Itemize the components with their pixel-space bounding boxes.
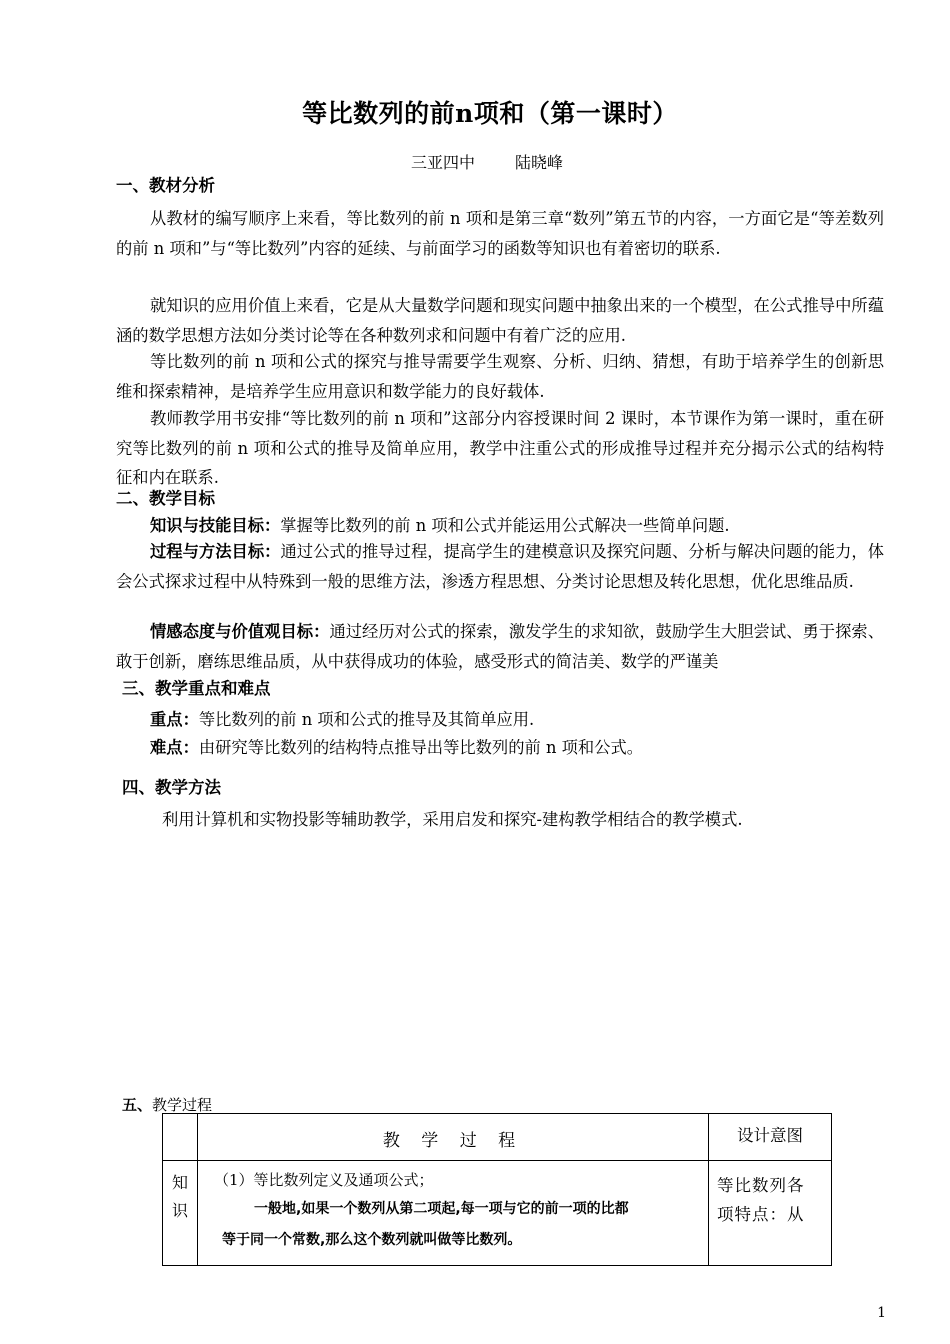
goal-process [116, 537, 884, 596]
table-header-row [163, 1114, 832, 1161]
section-heading-process [122, 1094, 212, 1115]
school-name: 三亚四中 [411, 153, 476, 172]
methods-text: 利用计算机和实物投影等辅助教学，采用启发和探究-建构教学相结合的教学模式. [162, 810, 743, 829]
author-line [411, 150, 563, 173]
section-heading-analysis: 一、教材分析 [116, 176, 215, 195]
key-text: 等比数列的前 n 项和公式的推导及其简单应用. [198, 710, 535, 729]
table-row [163, 1161, 832, 1266]
row-intent-text: 等比数列各项特点：从 [717, 1176, 805, 1224]
goal-label: 情感态度与价值观目标： [150, 622, 330, 641]
section-heading-key-points: 三、教学重点和难点 [122, 679, 271, 698]
difficult-point [150, 734, 643, 758]
definition-line: 等于同一个常数,那么这个数列就叫做等比数列。 [222, 1232, 522, 1248]
analysis-paragraph-3: 等比数列的前 n 项和公式的探究与推导需要学生观察、分析、归纳、猜想，有助于培养学生的创新思维和探索精神，是培养学生应用意识和数学能力的良好载体. [116, 352, 884, 401]
page-number: 1 [877, 1305, 886, 1321]
author-name: 陆晓峰 [515, 153, 564, 172]
analysis-paragraph-1: 从教材的编写顺序上来看，等比数列的前 n 项和是第三章“数列”第五节的内容，一方面它是“等差数列的前 n 项和”与“等比数列”内容的延续、与前面学习的函数等知识也有着密切的联系. [116, 209, 884, 258]
table-header-process: 教 学 过 程 [198, 1114, 709, 1161]
difficult-label: 难点： [150, 738, 199, 757]
analysis-paragraph-2: 就知识的应用价值上来看，它是从大量数学问题和现实问题中抽象出来的一个模型，在公式推导中所蕴涵的数学思想方法如分类讨论等在各种数列求和问题中有着广泛的应用. [116, 296, 884, 345]
row-intent [709, 1161, 832, 1266]
definition-line: 一般地,如果一个数列从第二项起,每一项与它的前一项的比都 [254, 1201, 629, 1217]
row-label [163, 1161, 198, 1266]
key-point [150, 706, 534, 730]
row-content [198, 1161, 709, 1266]
process-heading-text: 教学过程 [152, 1096, 213, 1114]
row-definition [206, 1194, 702, 1256]
row-label-text: 知识 [171, 1173, 188, 1220]
goal-text: 通过经历对公式的探索，激发学生的求知欲，鼓励学生大胆尝试、勇于探索、敢于创新，磨练思维品质，从中获得成功的体验，感受形式的简洁美、数学的严谨美 [116, 622, 884, 671]
goal-text: 掌握等比数列的前 n 项和公式并能运用公式解决一些简单问题. [280, 516, 730, 535]
key-label: 重点： [150, 710, 199, 729]
title-variable: n [455, 99, 474, 128]
goal-attitude [116, 617, 884, 676]
title-part2: 项和（第一课时） [473, 99, 678, 128]
process-heading-number: 五、 [122, 1096, 153, 1114]
table-header-empty [163, 1114, 198, 1161]
section-heading-goals: 二、教学目标 [116, 489, 215, 508]
analysis-paragraph-4: 教师教学用书安排“等比数列的前 n 项和”这部分内容授课时间 2 课时，本节课作为第一课时，重在研究等比数列的前 n 项和公式的推导及简单应用，教学中注重公式的形成推导过程并充分揭示公式的结构特征和内在联系. [116, 409, 884, 487]
page-title [0, 94, 950, 130]
goal-label: 过程与方法目标： [150, 542, 281, 561]
difficult-text: 由研究等比数列的结构特点推导出等比数列的前 n 项和公式。 [198, 738, 644, 757]
goal-label: 知识与技能目标： [150, 516, 281, 535]
title-part1: 等比数列的前 [302, 99, 456, 128]
section-heading-methods: 四、教学方法 [122, 778, 221, 797]
table-header-intent: 设计意图 [709, 1114, 832, 1161]
goal-text: 通过公式的推导过程，提高学生的建模意识及探究问题、分析与解决问题的能力，体会公式探求过程中从特殊到一般的思维方法，渗透方程思想、分类讨论思想及转化思想，优化思维品质. [116, 542, 884, 591]
row-item: （1）等比数列定义及通项公式； [214, 1171, 434, 1189]
process-table [162, 1113, 832, 1266]
